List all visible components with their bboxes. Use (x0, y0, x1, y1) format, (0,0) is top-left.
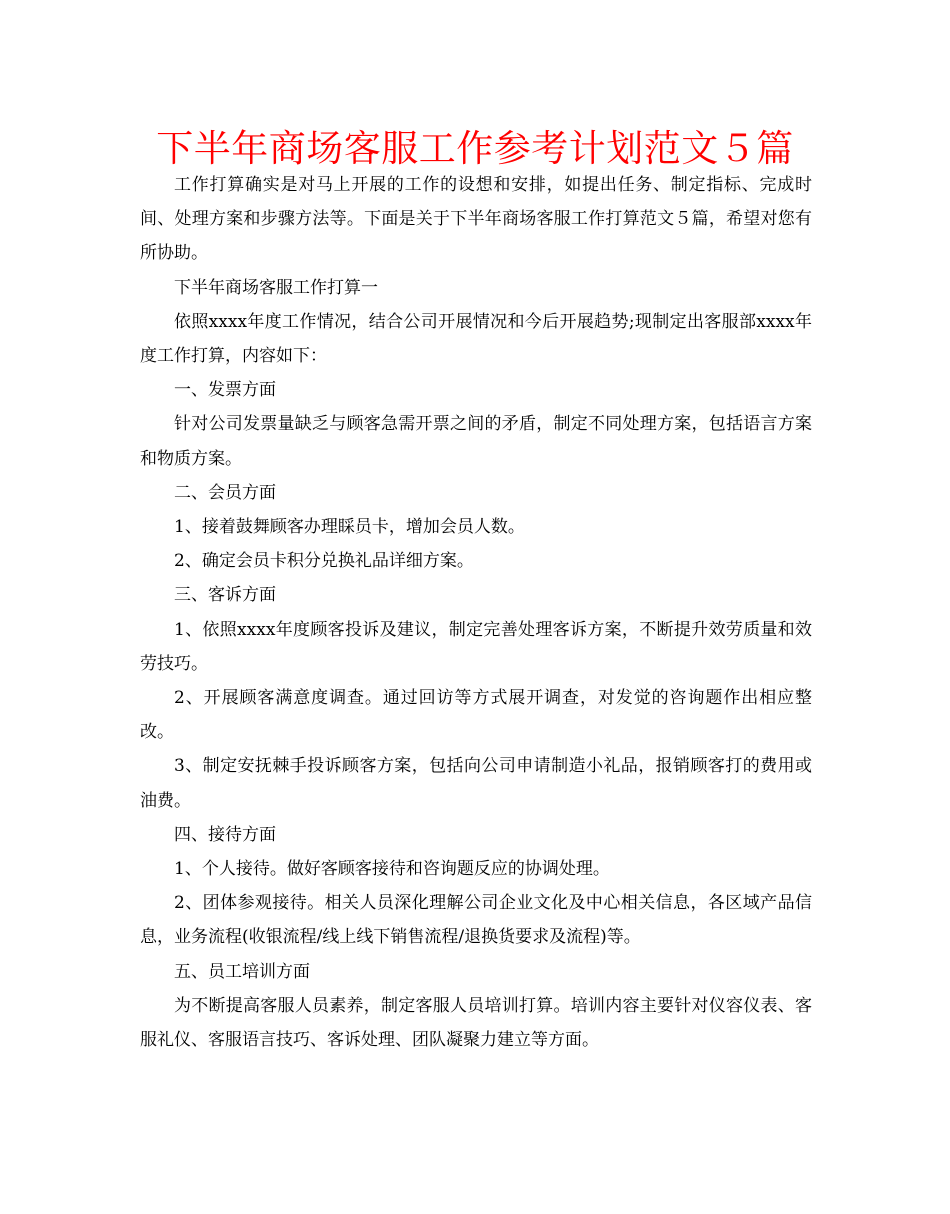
document-body (140, 168, 812, 1057)
body-paragraph: 针对公司发票量缺乏与顾客急需开票之间的矛盾，制定不同处理方案，包括语言方案和物质方案。 (140, 414, 812, 469)
list-item: 2、确定会员卡积分兑换礼品详细方案。 (174, 551, 474, 572)
section-heading-reception: 四、接待方面 (174, 824, 276, 845)
list-item: 2、团体参观接待。相关人员深化理解公司企业文化及中心相关信息，各区域产品信息，业务流程(收银流程/线上线下销售流程/退换货要求及流程)等。 (140, 893, 812, 948)
section-heading-complaints: 三、客诉方面 (174, 585, 276, 606)
document-title: 下半年商场客服工作参考计划范文５篇 (156, 127, 794, 170)
intro-paragraph: 工作打算确实是对马上开展的工作的设想和安排，如提出任务、制定指标、完成时间、处理方案和步骤方法等。下面是关于下半年商场客服工作打算范文５篇，希望对您有所协助。 (140, 175, 812, 264)
list-item: 3、制定安抚棘手投诉顾客方案，包括向公司申请制造小礼品，报销顾客打的费用或油费。 (140, 756, 812, 811)
section-heading-training: 五、员工培训方面 (174, 961, 310, 982)
body-paragraph: 为不断提高客服人员素养，制定客服人员培训打算。培训内容主要针对仪容仪表、客服礼仪、客服语言技巧、客诉处理、团队凝聚力建立等方面。 (140, 995, 812, 1051)
list-item: 2、开展顾客满意度调查。通过回访等方式展开调查，对发觉的咨询题作出相应整改。 (140, 688, 812, 743)
list-item: 1、接着鼓舞顾客办理睬员卡，增加会员人数。 (174, 517, 525, 538)
list-item: 1、个人接待。做好客顾客接待和咨询题反应的协调处理。 (174, 859, 610, 880)
section-subtitle: 下半年商场客服工作打算一 (174, 277, 378, 298)
list-item: 1、依照xxxx年度顾客投诉及建议，制定完善处理客诉方案，不断提升效劳质量和效劳技巧。 (140, 619, 812, 674)
body-paragraph: 依照xxxx年度工作情况，结合公司开展情况和今后开展趋势;现制定出客服部xxxx年度工作打算，内容如下： (140, 311, 812, 367)
section-heading-invoice: 一、发票方面 (174, 380, 276, 401)
section-heading-membership: 二、会员方面 (174, 482, 276, 503)
